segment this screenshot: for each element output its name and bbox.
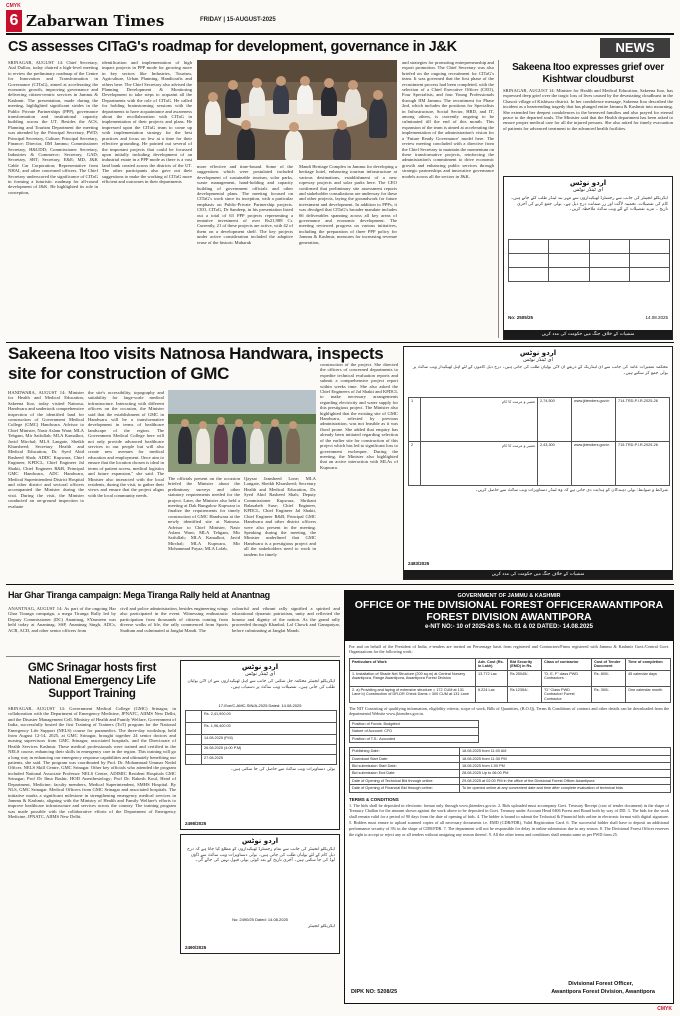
notice-b-refline: No: 2490/25 Dated: 14.08.2025 <box>232 917 288 922</box>
forest-tender-notice <box>344 590 674 1004</box>
urdu-notice-mid-b: اردو نوٹس ایگزیکٹو انجینئر کی جانب سے تمام رجسٹرڈ ٹھیکیداروں کو مطلع کیا جاتا ہے کہ درج ذیل کام کے لئے بولیاں طلب کی جاتی ہیں۔ بولی دستاویزات ویب سائٹ سے ڈاؤن لوڈ کی جا سکتی ہیں۔ آخری تاریخ کے بعد کوئی بولی قبول نہیں کی جائے گی۔ No: 2490/25 Dated: 14.08.2025 ایگزیکٹو انجینئر 2490/2025 <box>180 834 340 954</box>
urdu-notice-mid: اردو نوٹس ای ٹینڈر نوٹس محکمہ تعمیرات عامہ کی جانب سے ای ٹینڈرنگ کے ذریعے آن لائن بولیاں طلب کی جاتی ہیں۔ درج ذیل کاموں کے لئے اہل ٹھیکیدار ویب سائٹ پر بولی جمع کر سکتے ہیں۔ 1 تعمیر و مرمت کا کام 2,74,500 www.jktenders.gov.in 714-TRD-P.I.R-2025-26 2 تعمیر و مرمت کا کام 2,43,300 www.jktenders.gov.in 715-TRD-P.I.R-2025-26 شرائط و ضوابط: بولی دہندگان کو ہدایت دی جاتی ہے کہ وہ ٹینڈر دستاویزات ویب سائٹ سے حاصل کریں۔ 2483/2025 منشیات کے خلاف جنگ میں حکومت کی مدد کریں <box>403 346 673 580</box>
forest-schedule-row: Bid submission End Date: 28.08.2025 Up to 06:00 PM <box>350 770 671 777</box>
forest-schedule-row: Download Start Date: 18.08.2025 from 11:30 PM <box>350 755 671 762</box>
story-gmc-col1: HANDWARA, AUGUST 14: Minister for Health and Medical Education, Sakeena Itoo, today visited Natnosa, Handwara and undertook comprehensive inspection of the identified land for construction of Government Medical College (GMC) Handwara. Advisor to Chief Minister, Nasir Aslam Wani; MLA Tehgam, Mir Saifullah; MLA Kamalkot, Javid Mirchal; MLA Langate, Sheikh Khursheed; Secretary Health and Medical Education, Dr. Syed Abid Rasheed Shah; ADDC Kupwara, Chief Engineer, KPDCL, Chief Engineer Jal Shakti, Chief Engineer R&B, Principal GMC Handwara, ADC Handwara, Medical Superintendent District Hospital and other district and sectoral officers accompanied the Minister during the visit. During the visit, the Minister conducted an on-ground inspection to evaluate <box>8 390 84 509</box>
headline-gmc-handwara: Sakeena Itoo visits Natnosa Handwara, inspects site for construction of GMC <box>8 344 384 383</box>
issue-date: FRIDAY | 15-AUGUST-2025 <box>200 17 276 23</box>
story-gmc-col3: The officials present on the occasion briefed the Minister about the preliminary surveys and other statutory requirements needed for the project. Later, the Minister also held a meeting at Dak Bungalow Kupwara to finalize the requirements for timely construction of GMC Handwara at the newly identified site at Natnosa. Advisor to Chief Minister, Nasir Aslam Wani; MLA Tehgam, Mir Saifullah; MLA Kamalkot, Javid Mirchal; MLA Kupwara, Mir Mohammad Fayaz; MLA Lolab, <box>168 476 240 552</box>
forest-terms-title: TERMS & CONDITIONS <box>349 796 399 802</box>
forest-signature-2: Awantipora Forest Division, Awantipora <box>551 989 655 995</box>
forest-schedule-row: Date of Opening of Financial Bid through online: To be opened online at any convenient date and time after complete evaluation of technical bids <box>350 785 671 792</box>
notice-top-ref: No: 2505/25 <box>508 315 534 320</box>
notice-a-ref: 2498/2025 <box>185 821 207 826</box>
notice-b-ref: 2490/2025 <box>185 945 207 950</box>
masthead-rule <box>6 33 674 35</box>
notice-mid-row: 1 تعمیر و مرمت کا کام 2,74,500 www.jktenders.gov.in 714-TRD-P.I.R-2025-26 <box>409 398 670 442</box>
story-citag-col1: SRINAGAR, AUGUST 14: Chief Secretary, Atal Dulloo, today chaired a high-level meeting to review the preliminary roadmap of the Centre for Innovation and Transformation in Governance (CITaG), aimed at accelerating the economic growth, improving governance and delivering citizen-centric services in Jammu & Kashmir. The presentation, made during the meeting, highlighted significant strides in the Public Private Partnerships (PPP), governance transformation and institutional capacity building across the UT. Besides the ACS, Planning and Tourism Department the meeting was attended by the Principal Secretary, PWD; Principal Secretary, Culture; Principal Secretary, Finance; Director, IIM Jammu; Commissioner Secretary, H&UDD; Commissioner Secretary, Industries & Commerce; Secretary, GAD; Secretary, SBT; Secretary, E&E; MD, J&K Cable Car Corporation; Representative from NHAI, and other concerned officers. The Chief Secretary underscored the significance of CITaG in forming a futuristic roadmap for all-round development of J&K. He highlighted its role in conception, <box>8 60 98 195</box>
story-citag-col3: more effective and time-bound. Some of the suggestions which were postulated included development of sustainable tourism, solar parks, waste management, hand-holding and capacity building of government officials and other developmental plans. The meeting focused on CITaG's work since its inception, with a particular emphasis on Public-Private Partnership projects. CEO, CITaG, Dr Sandeep, in his presentation listed out a total of 63 PPP projects representing a tentative investment of over Rs21,988 Cr. Currently, 21 of these projects are active, with 42 of them on a development shelf. The key projects under active consideration included the adaptive reuse of the historic Mubarak <box>197 164 293 245</box>
notice-top-footer: منشیات کے خلاف جنگ میں حکومت کی مدد کریں <box>504 330 672 339</box>
headline-citag: CS assesses CITaG's roadmap for development, governance in J&K <box>8 39 457 55</box>
forest-title-1: OFFICE OF THE DIVISIONAL FOREST OFFICERAWANTIPORA <box>354 599 664 611</box>
forest-gov-line: GOVERNMENT OF JAMMU & KASHMIR <box>457 593 561 599</box>
forest-note: The NIT Consisting of qualifying information, eligibility criteria, scope of work, Bills of Quantities, (B.O.Q), Terms & Conditions of contract and other details can be downloaded from the departmental Website www.jktenders.gov.in. <box>349 706 669 717</box>
notice-a-body: ایگزیکٹو انجینئر محکمہ جل شکتی کی جانب سے اہل ٹھیکیداروں سے آن لائن بولیاں طلب کی جاتی ہیں۔ تفصیلات ویب سائٹ پر دستیاب ہیں۔ <box>187 679 335 690</box>
forest-schedule-row: Bid submission Start Date: 18.08.2025 from 1:00 PM <box>350 763 671 770</box>
meeting-photo <box>197 60 397 160</box>
headline-kishtwar-text: Sakeena Itoo expresses grief over Kishtwar cloudburst <box>512 62 664 85</box>
forest-table-row: 2. a) Providing and laying of extensive structure = 172 CUM at 131 Lane b) Construction of DR-DR Check Dams = 300 CUM at 131 Lane 6.224 Lac Rs 12354/- "D" Class PWD Contractor/ Forest Contractor Rs. 300/- One calendar month <box>350 686 671 702</box>
forest-intro: For and on behalf of the President of India, e-tenders are invited on Percentage basis from registered and Contractors/Firms registered with Jammu & Kashmir Govt./Central Govt. Organizations for the following work: <box>349 644 669 655</box>
urdu-notice-top <box>503 176 673 340</box>
story-kishtwar-body: SRINAGAR, AUGUST 14: Minister for Health and Medical Education, Sakeena Itoo, has expressed deep grief over the tragic loss of lives caused by the devastating cloudburst in the Chasoti village of Kishtwar district. In her condolence message, Sakeena Itoo described the incident as a heartrending tragedy that has plunged entire Jammu & Kashmir into mourning. She extended her deepest condolences to the bereaved families and also prayed for eternal peace to the departed souls. The Minister said that the Health department has been asked to ensure proper medical care for all the injured persons. She also asked for timely evacuation of patients for advanced treatment to the advanced health facilities. <box>503 88 673 131</box>
notice-top-body: ایگزیکٹو انجینئر کی جانب سے رجسٹرڈ ٹھیکیداروں سے مہر بند ٹینڈر طلب کئے جاتے ہیں۔ کام کی تفصیلات، تخمینہ لاگت اور زر ضمانت درج ذیل ہے۔ بولی جمع کرنے کی آخری تاریخ ۔ مزید تفصیلات کے لئے ویب سائٹ ملاحظہ کریں۔ <box>510 196 668 213</box>
forest-signature-1: Divisional Forest Officer, <box>568 981 633 987</box>
section-label: NEWS <box>600 38 670 58</box>
story-citag-col2: identification and implementation of high impact projects in PPP mode for growing more in key sectors like Industries, Tourism, Agriculture, Urban Planning, Handicrafts and others here. The Chief Secretary also advised the Planning Development & Monitoring Development to take steps to acquaint all the Departments with the role of CITaG. He called for holding brainstorming sessions with the departments to have acquaintance and awareness about the recollaboration with CITaG in implementation of their projects and plans. He impressed upon the CITaG team to come up with implementation strategy for the best practices and focus on few at a time for their effective grounding. He pointed out several of the important projects that could be focussed upon initially including development of an industrial estate in a PPP mode as there is a vast land bank created across the districts of the UT. The other participants also gave out their suggestions to make the working of CITaG more efficient and outcomes in their departments <box>102 60 192 184</box>
forest-schedule-row: Publishing Date: 18.08.2025 from 11:00 AM <box>350 748 671 755</box>
story-gmc-col5: construction of the project. She directed the officers of concerned departments to expedite technical evaluation reports and submit a comprehensive project report within weeks time. She also asked the Chief Engineers of Jal Shakti and KPDCL to make necessary arrangements regarding electricity and water supply for this prestigious project. The Minister also highlighted that the existing site of GMC Handwara, selected by previous administration, was not feasible as it was flood prone. She added that enquiry has already been initiated regarding selection of the earlier site for construction of this project which has led to significant loss to government exchequer. During the meeting, the Minister also highlighted that an active interaction with MLAs of Kupwara. <box>320 362 398 470</box>
forest-meta: Position of T.S.: Accorded <box>350 735 479 742</box>
story-tiranga-col1: ANANTNAG, AUGUST 14: As part of the ongoing Har Ghar Tiranga campaign, a mega Tiranga Rally led by Deputy Commissioner (DC) Anantnag, SYasmeen was held today at Anantnag. SSP, Anantnag Singh, ADCs, ACR, ACD, and other senior officers from <box>8 606 116 633</box>
urdu-notice-mid-a: اردو نوٹس ای ٹینڈر نوٹس ایگزیکٹو انجینئر محکمہ جل شکتی کی جانب سے اہل ٹھیکیداروں سے آن لائن بولیاں طلب کی جاتی ہیں۔ تفصیلات ویب سائٹ پر دستیاب ہیں۔ 17-Exe/C-AMC-SIN/A-2025 Dated: 14.08.2025 Rs. 2,41,900.00 Rs. 1,96,400.00 14.08.2025 (P.M) 26.08.2025 (4:00 P.M) 27.08.2025 بولی دستاویزات ویب سائٹ سے حاصل کی جا سکتی ہیں۔ 2498/2025 <box>180 660 340 830</box>
forest-terms: 1. The bids shall be deposited in electronic format only through www.jktenders.gov.in. 2. Bids uploaded must accompany Govt. Treasury Receipt (cost of tender document) in the shape of Treasury Challan for the amount shown against the work above to be deposited in Govt. Treasury under Account Head 0406 Forest and Board both by way of DD. 3. The bids for the work shall remain valid for a period of 90 days from the date of opening of bids. 4. The bidder is bound to submit the Technical & Financial bids online in electronic format with digital signature. 5. Bidders must ensure to upload scanned copies of all necessary documents i.e. EMD (CDR/FDR), Valid Registration Card. 6. The successful bidder shall have to deposit an additional performance security of 3% in the shape of CDR/FDR. 7. The department will not be responsible for delay in online submission due to any reason. 8. The Divisional Forest Officer reserves the right to accept or reject any or all tenders without assigning any reason thereof. 9. All the other terms and conditions shall remain same as per PWD form 25. <box>349 802 669 837</box>
headline-tiranga: Har Ghar Tiranga campaign: Mega Tiranga Rally held at Anantnag <box>8 590 270 600</box>
forest-dipk: DIPK NO: 5208/25 <box>351 989 398 995</box>
story-nels-body: SRINAGAR, AUGUST 14: Government Medical College (GMC) Srinagar, in collaboration with the Department of Emergency Medicine, JPNATC, AIIMS New Delhi, and the Disaster Management Cell, Ministry of Health and Family Welfare, Government of India, successfully hosted the first Training of Trainers (ToT) program for the National Emergency Life Support (NELS) course for paramedics. The three-day workshop, held from August 12-14, 2025, at GMC Srinagar, brought together 24 senior doctors and nursing supervisors from GMC Srinagar, associated hospitals, and the Directorate of Health Services Kashmir. These medical professionals were trained and certified in the NELS course, enhancing their skills in emergency care in the region. This training will go a long way in enhancing our emergency response capabilities and ultimately benefiting our patients, she said. The program was coordinated by Prof. Dr. Mohammad Ummar Nodal Officer, NELS Skill Centre, GMC Srinagar. Other key officials who attended the program included National Associate Professor NELS Centre, ADIMIC Resident Hospitals GMC Srinagar; Prof Dr Ilma Bashir, HOD Anesthesiology; Prof Dr. Rakesh Koul, Head of Department, Medicine; faculty members, Medical Superintendent, SMHS Hospital. By NLS, GMC Srinagar. Medical Officers from GMC Srinagar and associated hospitals. The initiative marks a significant milestone in strengthening emergency medical services in Jammu & Kashmir, aligning with the Ministry of Health and Family Welfare's efforts to improve healthcare infrastructure and services across the country. The training program was made possible with the collaborative efforts of the Department of Emergency Medicine, JPNATC, AIIMS New Delhi. <box>8 706 176 820</box>
story-gmc-col4: Qaysar Jamsheed Lone; MLA Langate, Sheikh Khursheed; Secretary Health and Medical Education, Dr. Syed Abid Rasheed Shah; Deputy Commissioner Kupwara, Shrikant Balasaheb Suse; Chief Engineer, KPDCL, Chief Engineer Jal Shakti, Chief Engineer R&B, Principal GMC Handwara and other district officers were also present in the meeting. Speaking during the meeting, the Minister underlined that GMC Handwara is a prestigious project and all the stakeholders need to work in tandem for timely <box>244 476 316 557</box>
page-number: 6 <box>6 10 22 32</box>
notice-b-title: اردو نوٹس <box>241 837 279 845</box>
forest-table-header: Particulars of Work Adv. Cost (Rs. in Lakh) Bid Security (EMD) in Rs. Class of contractor Cost of Tender Document Time of completion <box>350 659 671 671</box>
forest-schedule-row: Date of Opening of Technical Bid through online: 29.08.2025 at 02:00 PM in the office of the Divisional Forest Officer Awantipora <box>350 777 671 784</box>
notice-a-subtitle: ای ٹینڈر نوٹس <box>245 671 275 677</box>
forest-nit-line: e-NIT NO:- 10 of 2025-26 S. No. 01 & 02 DATED:- 14.08.2025 <box>425 624 593 630</box>
story-tiranga-col2: civil and police administration, besides engineering wings also participated in the event. Witnessing enthusiastic participation from thousands of citizens coming from diverse walks of life, the rally commenced from Sports Stadium and culminated at Janglat Mandi. The <box>120 606 228 633</box>
notice-mid-ref: 2483/2025 <box>408 561 430 566</box>
forest-meta: Nature of Account: CFD <box>350 728 479 735</box>
notice-top-subtitle: ای ٹینڈر نوٹس <box>573 187 603 193</box>
forest-title-2: FOREST DIVISION AWANTIPORA <box>426 611 592 623</box>
notice-a-refline: 17-Exe/C-AMC-SIN/A-2025 Dated: 14.08.2025 <box>218 703 302 708</box>
notice-b-body: ایگزیکٹو انجینئر کی جانب سے تمام رجسٹرڈ ٹھیکیداروں کو مطلع کیا جاتا ہے کہ درج ذیل کام کے لئے بولیاں طلب کی جاتی ہیں۔ بولی دستاویزات ویب سائٹ سے ڈاؤن لوڈ کی جا سکتی ہیں۔ آخری تاریخ کے بعد کوئی بولی قبول نہیں کی جائے گی۔ <box>187 847 335 864</box>
notice-mid-footer: منشیات کے خلاف جنگ میں حکومت کی مدد کریں <box>404 570 672 579</box>
notice-mid-row: 2 تعمیر و مرمت کا کام 2,43,300 www.jktenders.gov.in 715-TRD-P.I.R-2025-26 <box>409 442 670 486</box>
notice-mid-subtitle: ای ٹینڈر نوٹس <box>523 357 553 363</box>
site-visit-photo <box>168 390 316 472</box>
notice-top-date: 14.08.2025 <box>645 315 668 320</box>
footer-cmyk-badge: CMYK <box>657 1006 672 1012</box>
notice-a-title: اردو نوٹس <box>241 663 279 671</box>
notice-mid-intro: محکمہ تعمیرات عامہ کی جانب سے ای ٹینڈرنگ کے ذریعے آن لائن بولیاں طلب کی جاتی ہیں۔ درج ذیل کاموں کے لئے اہل ٹھیکیدار ویب سائٹ پر بولی جمع کر سکتے ہیں۔ <box>412 365 668 376</box>
forest-header <box>345 591 673 641</box>
notice-mid-title: اردو نوٹس <box>519 349 557 357</box>
story-gmc-col2: the site's accessibility, topography and suitability for large-scale medical infrastructure. Interacting with different officers on the occasion, the Minister said that the establishment of GMC in Handwara will be a transformative development in terms of healthcare landscape of the region. The Government Medical College here will not only provide advanced healthcare services to our people but will also create new avenues for medical education and employment. Once aim to ensure that the location chosen is ideal in terms of patient access, medical logistics and future expansion," she said. The Minister also interacted with the local residents, during the visit, to gather their views and ensure that the project aligns with the local community needs. <box>88 390 164 498</box>
story-citag-col5: and strategies for promoting entrepreneurship and export promotion. The Chief Secretary was also briefed on the ongoing recruitment for CITaG's team. It was governed that the first phase of the recruitment process had been completed, with the selection of a Chief Executive Officer (CEO), Four Specialists, and four Young Professionals through IIM Jammu. The recruitment for Phase 2nd, which includes the positions for Specialists in Infrastructure, Social Sector, HRD, and IT, among others, is currently ongoing to be culminated till the end of this month. This expansion of the team is aimed at accelerating the implementation of the administration's vision for a 'Future Ready Governance' model here. The review meeting concluded with a directive from the Chief Secretary to maintain the momentum on these transformative projects, reinforcing the administration's commitment to drive economic growth and enhancing public services through strategic partnerships and innovative governance models across all the sectors in J&K. <box>402 60 494 179</box>
forest-table-row: 1. Installation of Shade Net Structure (200 sq.m) at Central Nursery Awantipora, Range Awantipora, Awantipora Forest Division 13.772 Lac Rs 25045/- "D, E, F" class PWD Contractors Rs. 800/- 45 calendar days <box>350 670 671 686</box>
forest-meta: Position of Funds: Budgeted <box>350 721 479 728</box>
cmyk-badge: CMYK <box>6 3 21 9</box>
headline-nels: GMC Srinagar hosts first National Emergency Life Support Training <box>27 662 157 700</box>
notice-top-title: اردو نوٹس <box>569 179 607 187</box>
paper-name: Zabarwan Times <box>26 12 165 30</box>
story-tiranga-col3: colourful and vibrant rally signified a spirited and educational dynamic patriotism, unity and reflected the honour and dignity of the nation. As the grand rally proceeded through Khanbal, Lal Chowk and Ganapatyar, before culminating at Janglat Mandi. <box>232 606 340 633</box>
story-citag-col4: Mandi Heritage Complex in Jammu for developing a heritage hotel, enhancing tourism infrastructure at various destinations, establishment of a new ropeway projects and solar parks here. The CEO confirmed that preliminary site assessment reports and stakeholder consultations are underway for these and other projects, laying the groundwork for future investment and development. In addition to PPPs, it was divulged that CITaG's broader mandate includes 66 deliverables spanning across all key areas of governance and economic development. The meeting reviewed progress on various initiatives, including the preparation of three PPP policy for Jammu & Kashmir, measures for increasing revenue generation, <box>299 164 397 245</box>
